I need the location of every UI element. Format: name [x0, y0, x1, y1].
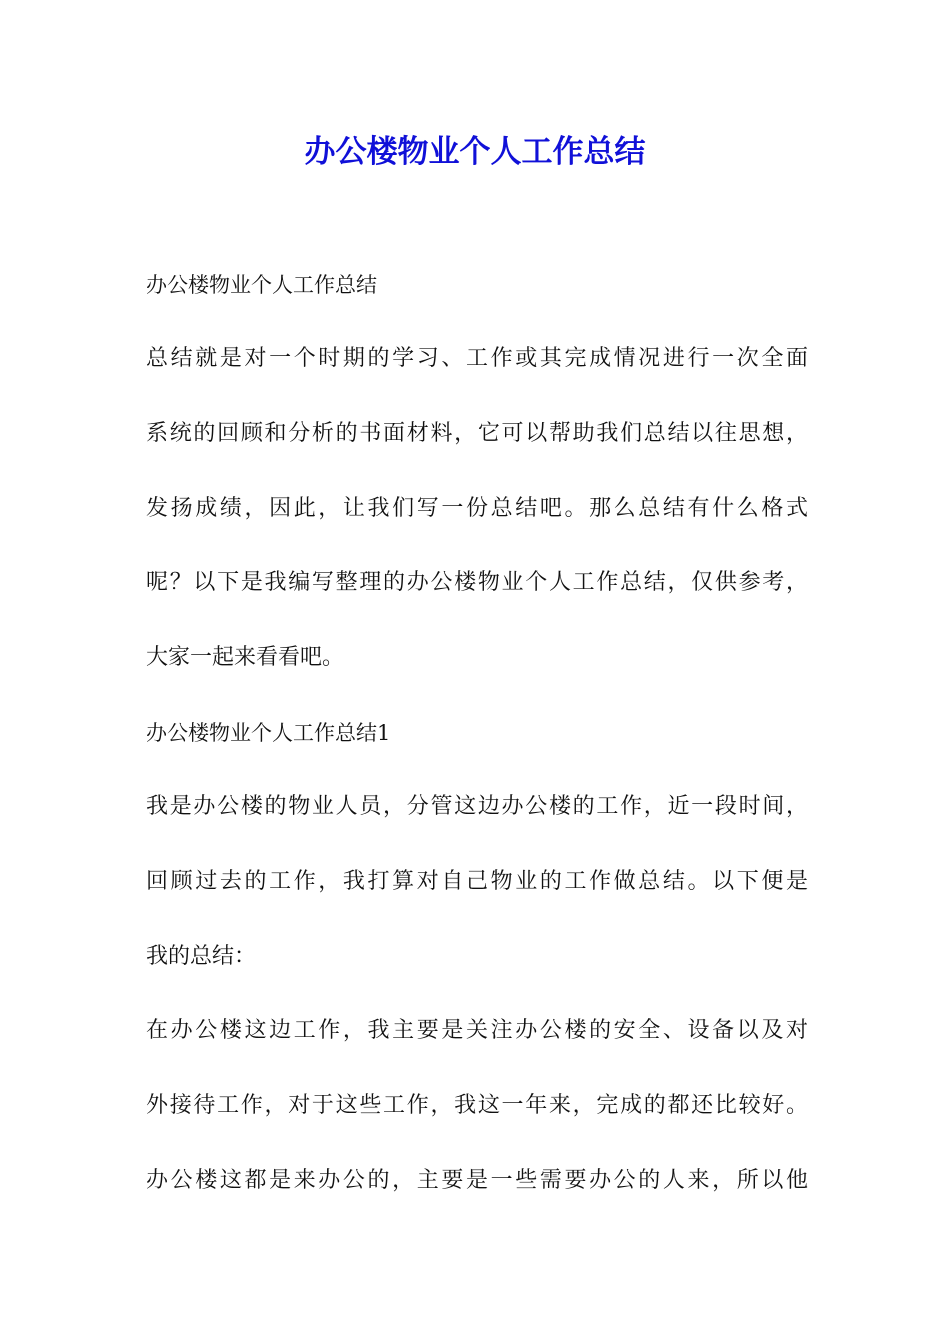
paragraph-line-11: 外接待工作，对于这些工作，我这一年来，完成的都还比较好。 — [146, 1093, 808, 1118]
section-heading-1: 办公楼物业个人工作总结1 — [146, 721, 391, 745]
document-title: 办公楼物业个人工作总结 — [304, 134, 646, 170]
paragraph-line-3: 发扬成绩，因此，让我们写一份总结吧。那么总结有什么格式 — [146, 496, 808, 521]
paragraph-line-5: 大家一起来看看吧。 — [146, 645, 345, 670]
paragraph-line-2: 系统的回顾和分析的书面材料，它可以帮助我们总结以往思想， — [146, 421, 808, 446]
paragraph-line-10: 在办公楼这边工作，我主要是关注办公楼的安全、设备以及对 — [146, 1018, 808, 1043]
paragraph-line-7: 我是办公楼的物业人员，分管这边办公楼的工作，近一段时间， — [146, 794, 808, 819]
paragraph-line-9: 我的总结： — [146, 944, 257, 969]
paragraph-line-8: 回顾过去的工作，我打算对自己物业的工作做总结。以下便是 — [146, 869, 808, 894]
paragraph-line-1: 总结就是对一个时期的学习、工作或其完成情况进行一次全面 — [146, 346, 808, 371]
intro-heading: 办公楼物业个人工作总结 — [146, 273, 377, 297]
paragraph-line-4: 呢？以下是我编写整理的办公楼物业个人工作总结，仅供参考， — [146, 570, 808, 595]
paragraph-line-12: 办公楼这都是来办公的，主要是一些需要办公的人来，所以他 — [146, 1168, 808, 1193]
